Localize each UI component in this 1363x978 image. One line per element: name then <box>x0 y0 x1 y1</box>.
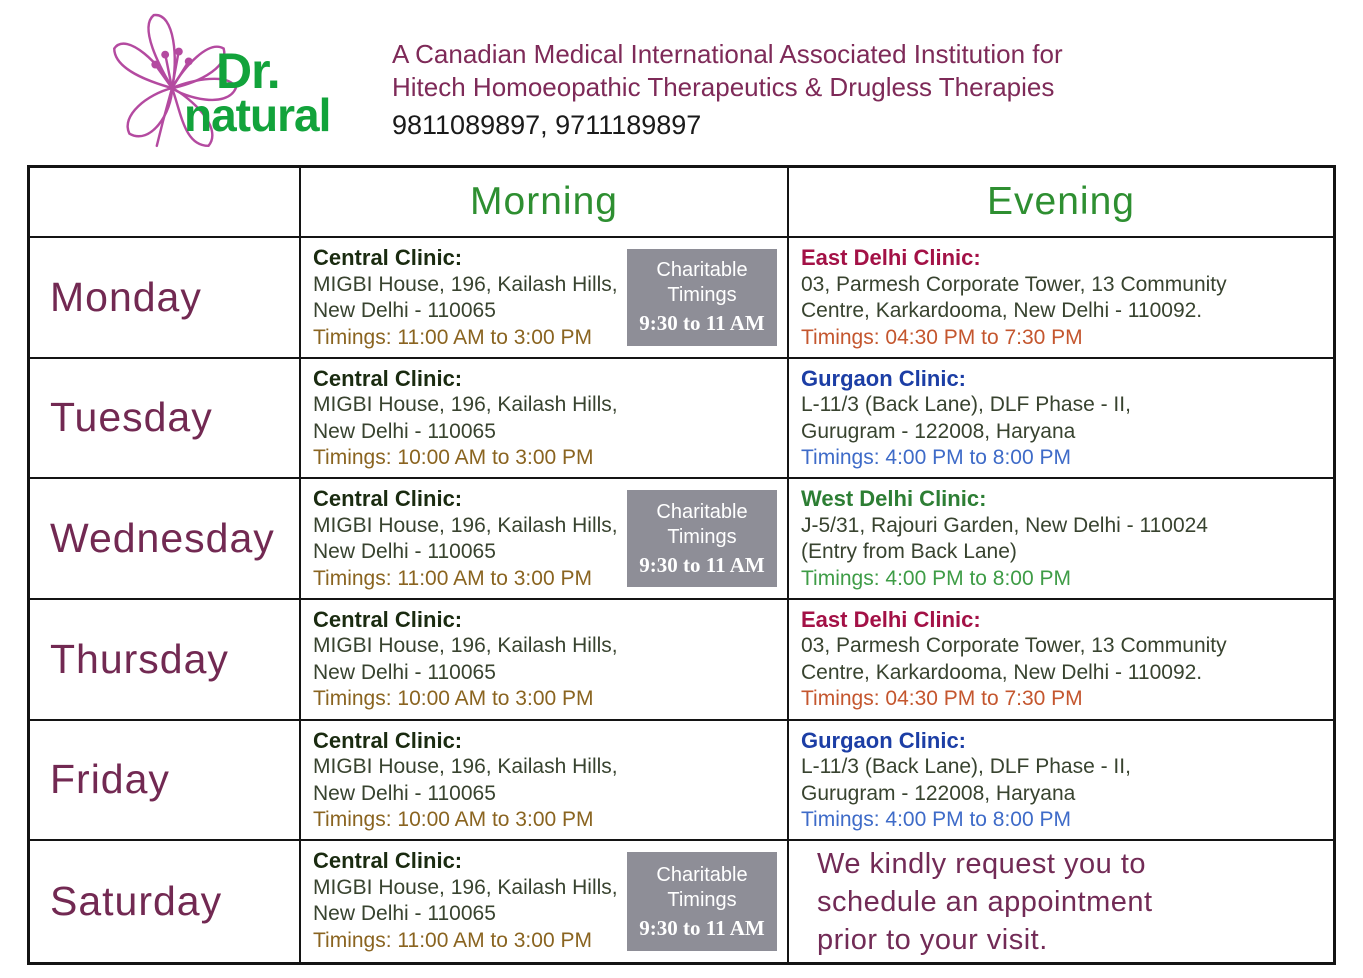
appointment-note-line: schedule an appointment <box>817 885 1153 918</box>
morning-clinic-address-line: New Delhi - 110065 <box>313 781 496 805</box>
appointment-note-line: prior to your visit. <box>817 923 1048 956</box>
charitable-timings-badge <box>627 852 777 951</box>
saturday-evening-cell <box>789 841 1333 962</box>
institution-tagline <box>392 38 1063 142</box>
morning-clinic-name: Central Clinic: <box>313 245 463 270</box>
evening-clinic-address-line: Gurugram - 122008, Haryana <box>801 419 1076 443</box>
evening-clinic-address-line: L-11/3 (Back Lane), DLF Phase - II, <box>801 755 1131 779</box>
morning-clinic-name: Central Clinic: <box>313 606 463 632</box>
evening-clinic-timings: Timings: 4:00 PM to 8:00 PM <box>801 566 1071 590</box>
evening-clinic-address-line: (Entry from Back Lane) <box>801 540 1017 564</box>
corner-header-cell <box>30 168 301 238</box>
morning-clinic-address-line: MIGBI House, 196, Kailash Hills, <box>313 634 618 658</box>
charitable-timings-badge <box>627 249 777 346</box>
charitable-label-line1: Charitable <box>656 500 748 523</box>
evening-clinic-address-line: Centre, Karkardooma, New Delhi - 110092. <box>801 299 1203 322</box>
tagline-line-2: Hitech Homoeopathic Therapeutics & Drugless Therapies <box>392 72 1055 102</box>
morning-clinic-address-line: MIGBI House, 196, Kailash Hills, <box>313 875 618 899</box>
brand-name-dr: Dr. <box>216 43 280 99</box>
thursday-morning-cell <box>301 600 789 721</box>
morning-column-header: Morning <box>301 168 789 238</box>
morning-clinic-name: Central Clinic: <box>313 486 463 512</box>
morning-clinic-address-line: New Delhi - 110065 <box>313 902 496 926</box>
morning-clinic-address-line: MIGBI House, 196, Kailash Hills, <box>313 393 618 417</box>
tuesday-evening-cell <box>789 359 1333 480</box>
wednesday-morning-cell <box>301 479 789 600</box>
day-label-wednesday: Wednesday <box>30 479 301 600</box>
friday-evening-cell <box>789 721 1333 842</box>
morning-clinic-address-line: MIGBI House, 196, Kailash Hills, <box>313 513 618 537</box>
morning-clinic-timings: Timings: 10:00 AM to 3:00 PM <box>313 808 594 832</box>
morning-clinic-timings: Timings: 10:00 AM to 3:00 PM <box>313 687 594 711</box>
charitable-hours: 9:30 to 11 AM <box>639 552 765 577</box>
morning-clinic-address-line: New Delhi - 110065 <box>313 660 496 684</box>
thursday-evening-cell <box>789 600 1333 721</box>
morning-clinic-address-line: New Delhi - 110065 <box>313 540 496 564</box>
evening-column-header: Evening <box>789 168 1333 238</box>
charitable-timings-badge <box>627 490 777 587</box>
wednesday-evening-cell <box>789 479 1333 600</box>
morning-clinic-name: Central Clinic: <box>313 365 463 391</box>
morning-clinic-name: Central Clinic: <box>313 848 463 874</box>
appointment-note-line: We kindly request you to <box>817 847 1147 880</box>
evening-clinic-name: East Delhi Clinic: <box>801 606 981 632</box>
charitable-label-line1: Charitable <box>656 863 748 886</box>
evening-clinic-address-line: J-5/31, Rajouri Garden, New Delhi - 110024 <box>801 513 1208 537</box>
morning-clinic-name: Central Clinic: <box>313 727 463 753</box>
evening-clinic-address-line: Centre, Karkardooma, New Delhi - 110092. <box>801 660 1203 684</box>
charitable-label-line1: Charitable <box>656 259 748 282</box>
day-label-monday: Monday <box>30 238 301 359</box>
saturday-morning-cell <box>301 841 789 962</box>
day-label-thursday: Thursday <box>30 600 301 721</box>
day-label-friday: Friday <box>30 721 301 842</box>
tagline-line-1: A Canadian Medical International Associated Institution for <box>392 39 1063 69</box>
morning-clinic-timings: Timings: 10:00 AM to 3:00 PM <box>313 446 594 470</box>
evening-clinic-address-line: Gurugram - 122008, Haryana <box>801 781 1076 805</box>
morning-clinic-timings: Timings: 11:00 AM to 3:00 PM <box>313 928 592 952</box>
morning-clinic-address-line: New Delhi - 110065 <box>313 419 496 443</box>
morning-clinic-address-line: New Delhi - 110065 <box>313 299 496 322</box>
evening-clinic-name: East Delhi Clinic: <box>801 245 981 270</box>
evening-clinic-name: Gurgaon Clinic: <box>801 727 966 753</box>
evening-clinic-timings: Timings: 4:00 PM to 8:00 PM <box>801 808 1071 832</box>
morning-clinic-address-line: MIGBI House, 196, Kailash Hills, <box>313 272 618 296</box>
evening-clinic-timings: Timings: 04:30 PM to 7:30 PM <box>801 325 1083 349</box>
schedule-table <box>27 165 1336 965</box>
day-label-saturday: Saturday <box>30 841 301 962</box>
phone-numbers: 9811089897, 9711189897 <box>392 110 702 140</box>
morning-clinic-address-line: MIGBI House, 196, Kailash Hills, <box>313 755 618 779</box>
day-label-tuesday: Tuesday <box>30 359 301 480</box>
brand-name-natural: natural <box>184 89 331 141</box>
evening-clinic-name: Gurgaon Clinic: <box>801 365 966 391</box>
evening-clinic-address-line: 03, Parmesh Corporate Tower, 13 Community <box>801 634 1227 658</box>
charitable-label-line2: Timings <box>667 284 737 307</box>
monday-evening-cell <box>789 238 1333 359</box>
friday-morning-cell <box>301 721 789 842</box>
evening-clinic-address-line: 03, Parmesh Corporate Tower, 13 Community <box>801 272 1227 296</box>
charitable-label-line2: Timings <box>667 525 737 548</box>
morning-clinic-timings: Timings: 11:00 AM to 3:00 PM <box>313 325 592 349</box>
evening-clinic-address-line: L-11/3 (Back Lane), DLF Phase - II, <box>801 393 1131 417</box>
monday-morning-cell <box>301 238 789 359</box>
evening-clinic-timings: Timings: 4:00 PM to 8:00 PM <box>801 446 1071 470</box>
charitable-label-line2: Timings <box>667 888 737 911</box>
evening-clinic-name: West Delhi Clinic: <box>801 486 987 512</box>
header <box>0 0 1363 162</box>
morning-clinic-timings: Timings: 11:00 AM to 3:00 PM <box>313 566 592 590</box>
evening-clinic-timings: Timings: 04:30 PM to 7:30 PM <box>801 687 1083 711</box>
charitable-hours: 9:30 to 11 AM <box>639 311 765 336</box>
charitable-hours: 9:30 to 11 AM <box>639 915 765 940</box>
tuesday-morning-cell <box>301 359 789 480</box>
